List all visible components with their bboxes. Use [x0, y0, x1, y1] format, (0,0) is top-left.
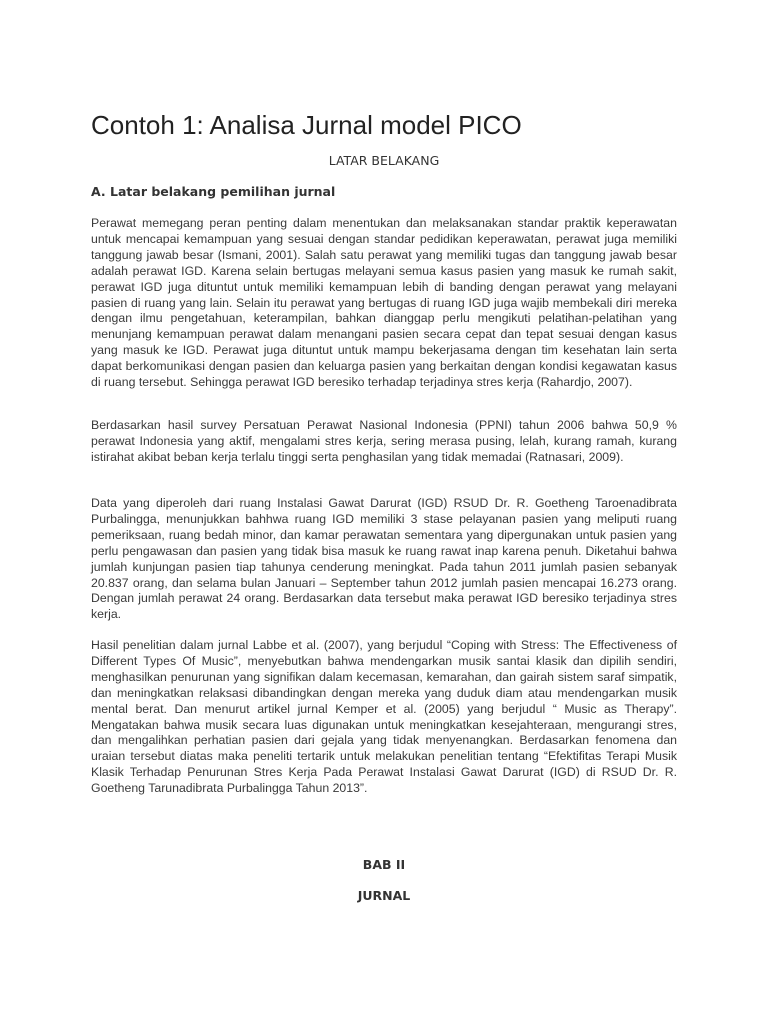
paragraph: Hasil penelitian dalam jurnal Labbe et al. (2007), yang berjudul “Coping with Stress: The Effectiveness of Different Types Of Music”, menyebutkan bahwa mendengarkan musik santai klasik dan dipilih sendiri, menghasilkan penurunan yang signifikan dalam kecemasan, kemarahan, dan gairah sistem saraf simpatik, dan meningkatkan relaksasi dibandingkan dengan mereka yang duduk diam atau mendengarkan musik mental berat. Dan menurut artikel jurnal Kemper et al. (2005) yang berjudul “ Music as Therapy”. Mengatakan bahwa musik secara luas digunakan untuk meningkatkan kesejahteraan, mengurangi stres, dan mengalihkan perhatian pasien dari gejala yang tidak menyenangkan. Berdasarkan fenomena dan uraian tersebut diatas maka peneliti tertarik untuk melakukan penelitian tentang “Efektifitas Terapi Musik Klasik Terhadap Penurunan Stres Kerja Pada Perawat Instalasi Gawat Darurat (IGD) di RSUD Dr. R. Goetheng Tarunadibrata Purbalingga Tahun 2013”.	[91, 638, 677, 796]
subheading: A. Latar belakang pemilihan jurnal	[91, 184, 336, 199]
paragraph: Data yang diperoleh dari ruang Instalasi Gawat Darurat (IGD) RSUD Dr. R. Goetheng Taroenadibrata Purbalingga, menunjukkan bahhwa ruang IGD memiliki 3 stase pelayanan pasien yang meliputi ruang pemeriksaan, ruang bedah minor, dan kamar perawatan sementara yang dipergunakan untuk pasien yang perlu pengawasan dan pasien yang tidak bisa masuk ke ruang rawat inap karena penuh. Diketahui bahwa jumlah kunjungan pasien tiap tahunya cenderung meningkat. Pada tahun 2011 jumlah pasien sebanyak 20.837 orang, dan selama bulan Januari – September tahun 2012 jumlah pasien mencapai 16.273 orang. Dengan jumlah perawat 24 orang. Berdasarkan data tersebut maka perawat IGD beresiko terjadinya stres kerja.	[91, 496, 677, 622]
chapter-subheading: JURNAL	[357, 888, 411, 903]
chapter-heading: BAB II	[362, 857, 406, 872]
document-title: Contoh 1: Analisa Jurnal model PICO	[91, 110, 522, 140]
section-heading: LATAR BELAKANG	[328, 153, 440, 168]
paragraph: Berdasarkan hasil survey Persatuan Perawat Nasional Indonesia (PPNI) tahun 2006 bahwa 50,9 % perawat Indonesia yang aktif, mengalami stres kerja, sering merasa pusing, lelah, kurang ramah, kurang istirahat akibat beban kerja terlalu tinggi serta penghasilan yang tidak memadai (Ratnasari, 2009).	[91, 418, 677, 464]
paragraph: Perawat memegang peran penting dalam menentukan dan melaksanakan standar praktik keperawatan untuk mencapai kemampuan yang sesuai dengan standar pedidikan keperawatan, perawat juga memiliki tanggung jawab besar (Ismani, 2001). Salah satu perawat yang memiliki tugas dan tanggung jawab besar adalah perawat IGD. Karena selain bertugas melayani semua kasus pasien yang masuk ke rumah sakit, perawat IGD juga dituntut untuk memiliki kemampuan lebih di banding dengan perawat yang melayani pasien di ruang yang lain. Selain itu perawat yang bertugas di ruang IGD juga wajib membekali diri mereka dengan ilmu pengetahuan, keterampilan, bahkan dianggap perlu mengikuti pelatihan-pelatihan yang menunjang kemampuan perawat dalam menangani pasien secara cepat dan tepat sesuai dengan kasus yang masuk ke IGD. Perawat juga dituntut untuk mampu bekerjasama dengan tim kesehatan lain serta dapat berkomunikasi dengan pasien dan keluarga pasien yang berkaitan dengan kondisi kegawatan kasus di ruang tersebut. Sehingga perawat IGD beresiko terhadap terjadinya stres kerja (Rahardjo, 2007).	[91, 216, 677, 390]
